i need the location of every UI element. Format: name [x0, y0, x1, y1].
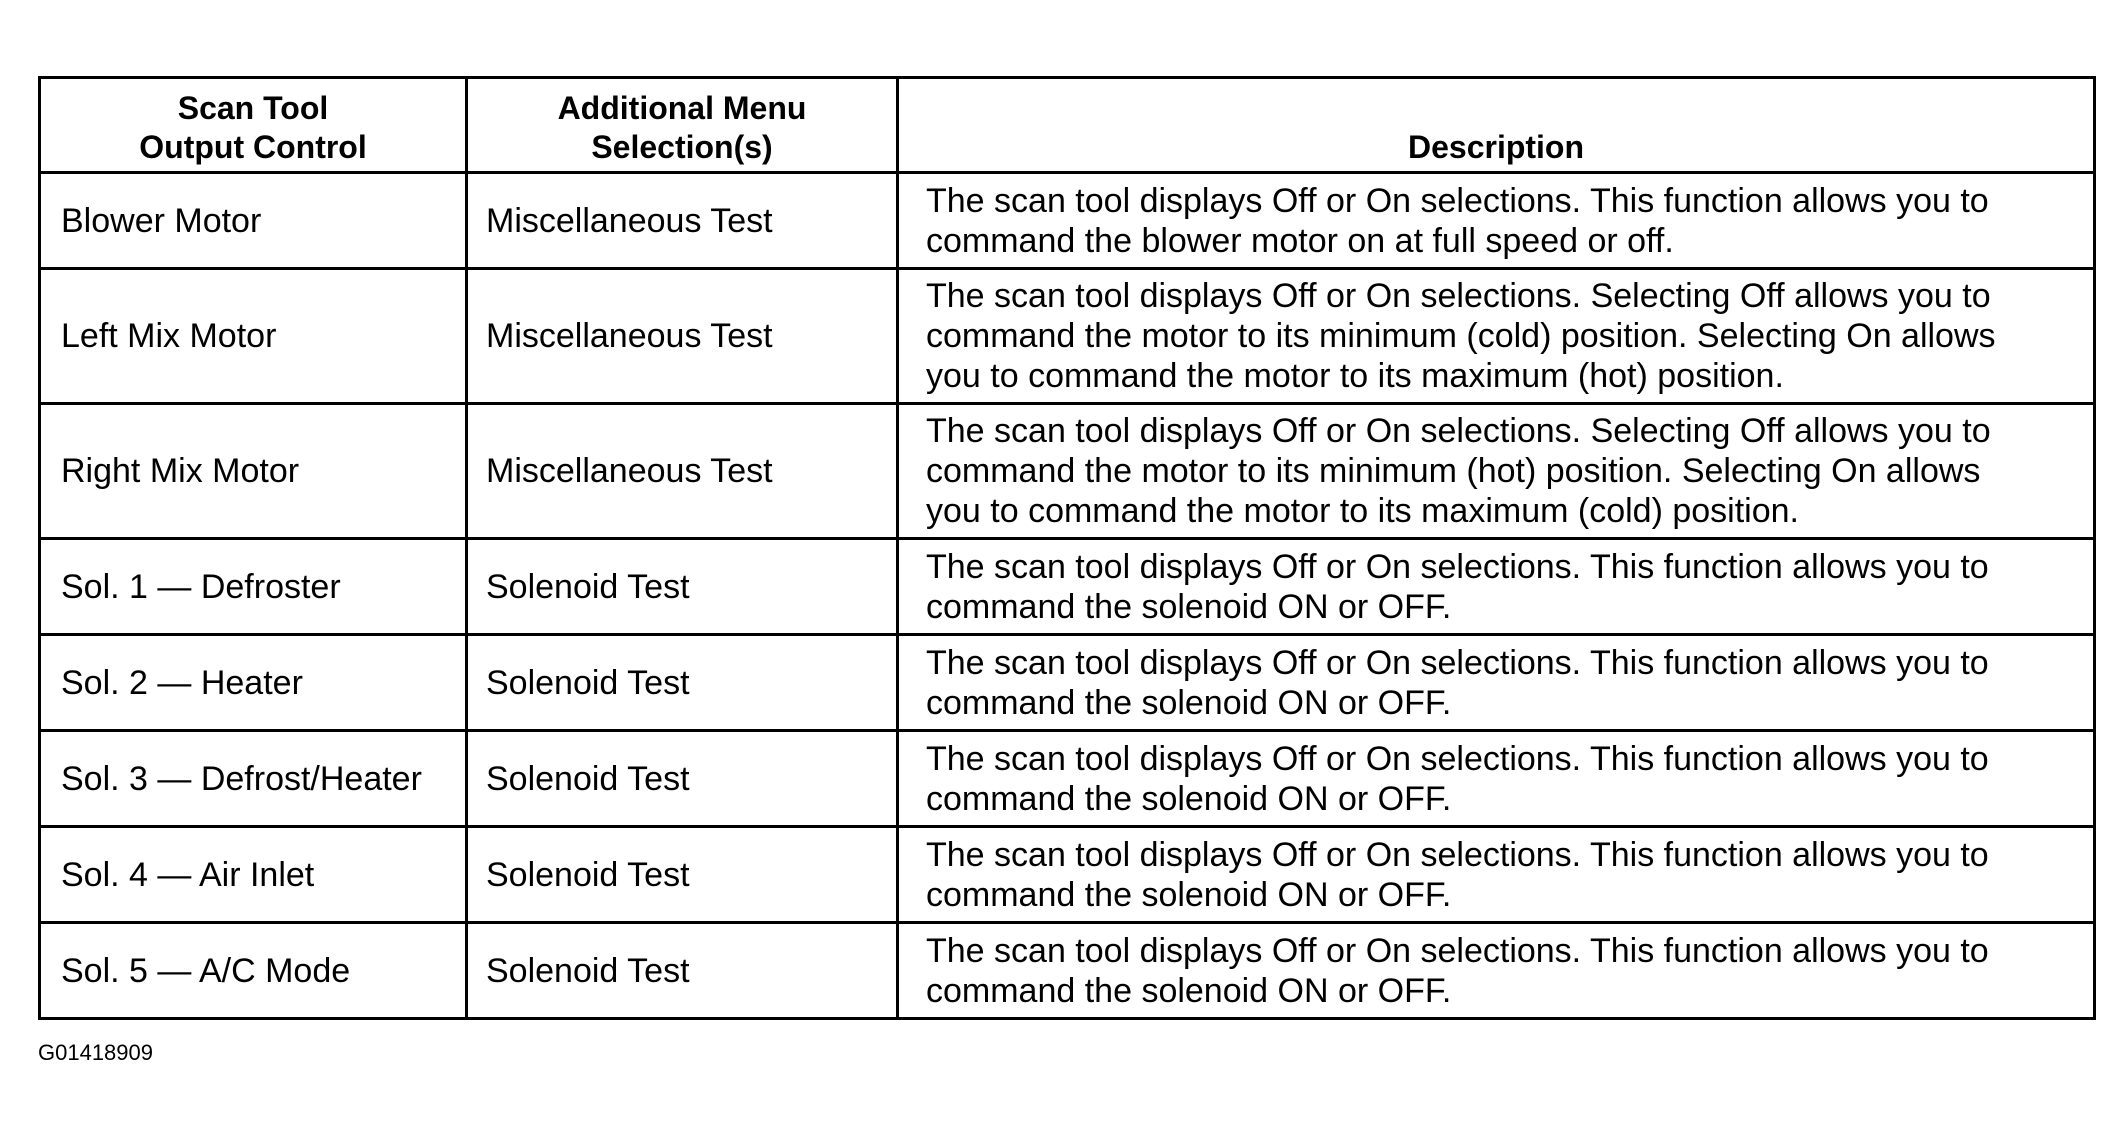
description-line: you to command the motor to its maximum (hot) position. — [926, 357, 1784, 395]
header-menu-selections — [467, 78, 898, 173]
table-header — [40, 78, 2095, 173]
header-description — [898, 78, 2095, 173]
table-row — [40, 827, 2095, 923]
description-line: you to command the motor to its maximum (cold) position. — [926, 492, 1799, 530]
output-control-cell: Blower Motor — [40, 173, 467, 269]
description-line: command the motor to its minimum (cold) position. Selecting On allows — [926, 317, 1996, 355]
description-cell — [898, 269, 2095, 404]
description-line: command the solenoid ON or OFF. — [926, 875, 1452, 914]
description-line: The scan tool displays Off or On selections. This function allows you to — [926, 739, 1989, 778]
description-line: command the solenoid ON or OFF. — [926, 779, 1452, 818]
output-control-cell: Sol. 5 — A/C Mode — [40, 923, 467, 1019]
menu-selection-cell: Miscellaneous Test — [467, 269, 898, 404]
table-row — [40, 404, 2095, 539]
description-cell — [898, 539, 2095, 635]
menu-selection-cell: Solenoid Test — [467, 923, 898, 1019]
header-line: Scan Tool — [177, 90, 329, 126]
description-cell — [898, 731, 2095, 827]
output-control-cell: Sol. 4 — Air Inlet — [40, 827, 467, 923]
table-row — [40, 539, 2095, 635]
table-body — [40, 173, 2095, 1019]
table-row — [40, 269, 2095, 404]
description-cell — [898, 827, 2095, 923]
table-row — [40, 635, 2095, 731]
header-line: Description — [1407, 129, 1585, 165]
description-line: command the motor to its minimum (hot) position. Selecting On allows — [926, 452, 1981, 490]
description-line: The scan tool displays Off or On selections. Selecting Off allows you to — [926, 412, 1991, 450]
description-line: The scan tool displays Off or On selections. This function allows you to — [926, 181, 1989, 220]
scan-tool-output-control-table — [38, 76, 2096, 1020]
menu-selection-cell: Solenoid Test — [467, 539, 898, 635]
description-line: command the solenoid ON or OFF. — [926, 971, 1452, 1010]
menu-selection-cell: Solenoid Test — [467, 731, 898, 827]
output-control-cell: Sol. 2 — Heater — [40, 635, 467, 731]
menu-selection-cell: Miscellaneous Test — [467, 404, 898, 539]
menu-selection-cell: Solenoid Test — [467, 827, 898, 923]
output-control-cell: Sol. 3 — Defrost/Heater — [40, 731, 467, 827]
output-control-cell: Right Mix Motor — [40, 404, 467, 539]
description-line: command the blower motor on at full speed or off. — [926, 221, 1674, 260]
description-cell — [898, 173, 2095, 269]
description-line: command the solenoid ON or OFF. — [926, 587, 1452, 626]
description-line: The scan tool displays Off or On selections. This function allows you to — [926, 835, 1989, 874]
table-row — [40, 173, 2095, 269]
description-cell — [898, 635, 2095, 731]
description-line: The scan tool displays Off or On selections. Selecting Off allows you to — [926, 277, 1991, 315]
header-output-control — [40, 78, 467, 173]
output-control-cell: Sol. 1 — Defroster — [40, 539, 467, 635]
table-row — [40, 731, 2095, 827]
figure-id: G01418909 — [38, 1040, 153, 1065]
description-line: command the solenoid ON or OFF. — [926, 683, 1452, 722]
menu-selection-cell: Miscellaneous Test — [467, 173, 898, 269]
header-line: Output Control — [139, 129, 367, 165]
header-line: Additional Menu — [557, 90, 807, 126]
menu-selection-cell: Solenoid Test — [467, 635, 898, 731]
output-control-cell: Left Mix Motor — [40, 269, 467, 404]
description-cell — [898, 923, 2095, 1019]
description-line: The scan tool displays Off or On selections. This function allows you to — [926, 931, 1989, 970]
description-line: The scan tool displays Off or On selections. This function allows you to — [926, 643, 1989, 682]
table-row — [40, 923, 2095, 1019]
header-line: Selection(s) — [591, 129, 773, 165]
header-row — [40, 78, 2095, 173]
description-cell — [898, 404, 2095, 539]
description-line: The scan tool displays Off or On selections. This function allows you to — [926, 547, 1989, 586]
